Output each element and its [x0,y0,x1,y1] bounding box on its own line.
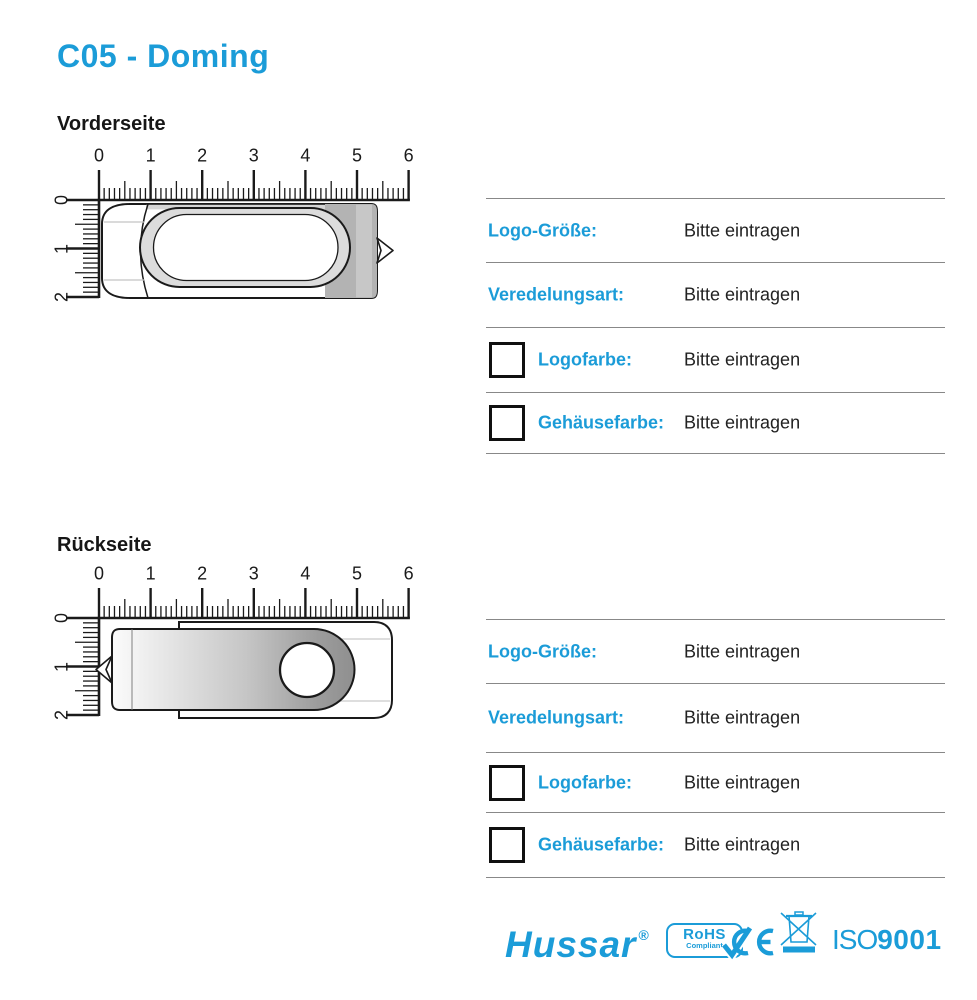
form-row-finishing [486,262,945,327]
usb-drive-back-drawing [40,558,430,740]
form-row-finishing [486,683,945,752]
case-color-checkbox[interactable] [489,827,525,863]
form-row-logo-color [486,752,945,812]
form-row-case-color [486,392,945,453]
registered-trademark-icon: ® [638,926,650,943]
form-row-case-color [486,812,945,877]
logo-color-value: Bitte eintragen [684,349,801,370]
ce-mark-icon [728,928,776,956]
ruler-number: 1 [51,661,72,672]
case-color-value: Bitte eintragen [684,834,801,855]
form-row-logo-size [486,619,945,683]
ruler-number: 0 [51,612,72,624]
ruler-number: 5 [351,563,363,584]
logo-color-checkbox[interactable] [489,765,525,801]
back-diagram [40,558,430,740]
brand-name: Hussar [505,924,637,965]
usb-drive-front-drawing [40,140,430,318]
front-section-heading: Vorderseite [57,113,166,135]
logo-size-label: Logo-Größe: [488,220,597,240]
logo-size-value: Bitte eintragen [684,220,801,240]
logo-color-label: Logofarbe: [538,349,632,370]
ruler-number: 0 [93,563,105,584]
case-color-checkbox[interactable] [489,405,525,441]
ruler-number: 0 [51,194,72,206]
ruler-number: 1 [145,145,156,166]
iso-prefix: ISO [832,924,878,955]
ruler-number: 5 [351,145,363,166]
finishing-label: Veredelungsart: [488,707,625,728]
form-row-logo-color [486,327,945,392]
weee-bin-icon [779,910,819,954]
ruler-number: 4 [300,145,311,166]
logo-color-value: Bitte eintragen [684,772,801,792]
rohs-title: RoHS [683,926,726,943]
case-color-value: Bitte eintragen [684,412,801,433]
finishing-value: Bitte eintragen [684,284,801,305]
ruler-number: 1 [51,243,72,254]
front-form [486,198,945,454]
usb-front-window-inner [154,215,339,281]
usb-back-hole [280,643,334,697]
ruler-number: 2 [51,291,72,303]
ruler-number: 3 [248,145,259,166]
iso-number: 9001 [877,924,942,955]
case-color-label: Gehäusefarbe: [538,412,665,433]
ruler-number: 2 [51,709,72,721]
ruler-number: 3 [248,563,259,584]
usb-front-clip [377,238,393,263]
ruler-number: 1 [145,563,156,584]
case-color-label: Gehäusefarbe: [538,834,665,855]
logo-color-checkbox[interactable] [489,342,525,378]
ruler-number: 4 [300,563,311,584]
page-title: C05 - Doming [57,38,270,74]
back-section-heading: Rückseite [57,534,152,556]
ruler-number: 6 [403,563,414,584]
front-diagram [40,140,430,318]
finishing-label: Veredelungsart: [488,284,625,305]
form-row-logo-size [486,198,945,262]
ruler-number: 6 [403,145,414,166]
iso9001-logo [832,924,942,956]
back-form [486,619,945,878]
ruler-number: 0 [93,145,105,166]
ruler-number: 2 [197,145,208,166]
logo-color-label: Logofarbe: [538,772,632,792]
logo-size-value: Bitte eintragen [684,641,801,661]
rohs-subtitle: Compliant [686,941,723,950]
brand-logo [505,924,648,966]
usb-front-metal-highlight [356,205,372,297]
logo-size-label: Logo-Größe: [488,641,597,661]
ruler-number: 2 [197,563,208,584]
finishing-value: Bitte eintragen [684,707,801,728]
